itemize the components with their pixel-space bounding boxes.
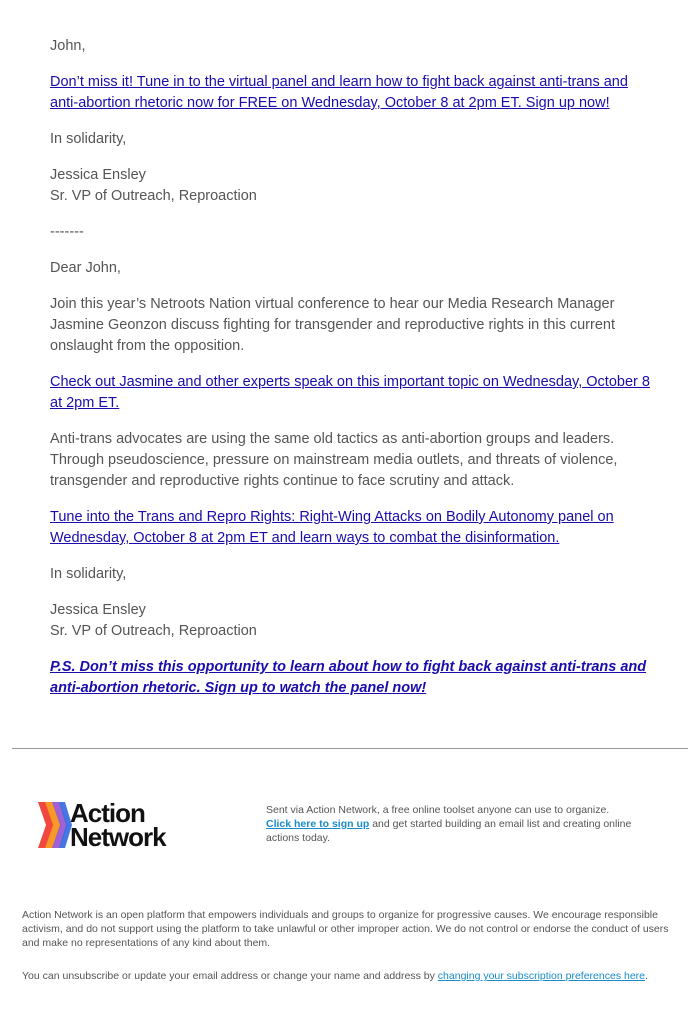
email-body bbox=[50, 36, 660, 714]
panel-link[interactable]: Tune into the Trans and Repro Rights: Right-Wing Attacks on Bodily Autonomy panel on Wednesday, October 8 at 2pm ET and learn ways to combat the disinformation. bbox=[50, 509, 614, 546]
signature-2 bbox=[50, 600, 660, 642]
logo-word-action: Action bbox=[70, 798, 145, 828]
intro-paragraph: Join this year’s Netroots Nation virtual conference to hear our Media Research Manager Jasmine Geonzon discuss fighting for transgender and reproductive rights in this current onslaught from the opposition. bbox=[50, 296, 615, 354]
sent-via-text: Sent via Action Network, a free online toolset anyone can use to organize. Click here to sign up and get started building an email list and creating online actions today. bbox=[266, 804, 632, 844]
signature-title: Sr. VP of Outreach, Reproaction bbox=[50, 623, 257, 639]
signup-link[interactable]: Don’t miss it! Tune in to the virtual panel and learn how to fight back against anti-trans and anti-abortion rhetoric now for FREE on Wednesday, October 8 at 2pm ET. Sign up now! bbox=[50, 74, 628, 111]
legal-disclaimer: Action Network is an open platform that empowers individuals and groups to organize for progressive causes. We encourage responsible activism, and do not support using the platform to take unlawful or other improper action. We do not control or endorse the conduct of users and make no representations of any kind about them. bbox=[22, 909, 669, 949]
signature-title: Sr. VP of Outreach, Reproaction bbox=[50, 188, 257, 204]
signature-1 bbox=[50, 165, 660, 207]
footer-divider bbox=[12, 748, 688, 749]
ps-link[interactable]: P.S. Don’t miss this opportunity to learn about how to fight back against anti-trans and anti-abortion rhetoric. Sign up to watch the panel now! bbox=[50, 659, 647, 696]
subscription-preferences-link[interactable]: changing your subscription preferences here bbox=[437, 970, 646, 982]
separator: ------- bbox=[50, 224, 84, 240]
logo-word-network: Network bbox=[70, 822, 166, 852]
closing-1: In solidarity, bbox=[50, 131, 127, 147]
tactics-paragraph: Anti-trans advocates are using the same old tactics as anti-abortion groups and leaders. Through pseudoscience, pressure on mainstream media outlets, and threats of violence, transgender and reproductive rights continue to face scrutiny and attack. bbox=[50, 431, 618, 489]
signature-name: Jessica Ensley bbox=[50, 602, 146, 618]
click-to-signup-link[interactable]: Click here to sign up bbox=[266, 818, 370, 830]
greeting: John, bbox=[50, 38, 86, 54]
greeting-long: Dear John, bbox=[50, 260, 121, 276]
chevrons-icon bbox=[38, 800, 72, 850]
signature-name: Jessica Ensley bbox=[50, 167, 146, 183]
experts-link[interactable]: Check out Jasmine and other experts speak on this important topic on Wednesday, October 8 at 2pm ET. bbox=[50, 374, 650, 411]
closing-2: In solidarity, bbox=[50, 566, 127, 582]
footer-top bbox=[38, 800, 668, 856]
action-network-logo bbox=[38, 800, 198, 852]
unsubscribe-text: You can unsubscribe or update your email address or change your name and address by changing your subscription preferences here. bbox=[22, 970, 648, 982]
